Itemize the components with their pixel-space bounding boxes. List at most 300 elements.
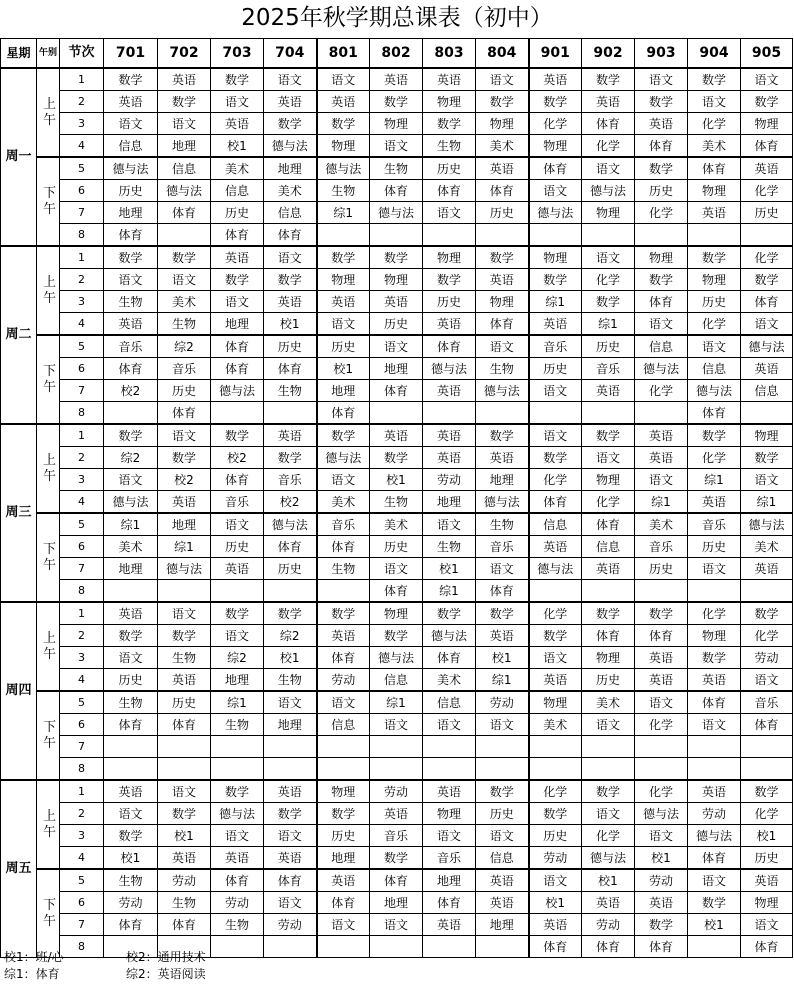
subject-cell: 语文 <box>104 469 158 491</box>
header-class: 802 <box>370 39 423 69</box>
subject-cell: 生物 <box>158 892 211 914</box>
subject-cell: 体育 <box>317 536 370 558</box>
subject-cell: 体育 <box>104 914 158 936</box>
header-class: 803 <box>423 39 476 69</box>
subject-cell <box>423 758 476 781</box>
subject-cell: 语文 <box>370 714 423 736</box>
subject-cell: 综1 <box>211 691 264 714</box>
subject-cell: 音乐 <box>582 358 635 380</box>
subject-cell: 体育 <box>423 892 476 914</box>
subject-cell: 生物 <box>158 313 211 336</box>
subject-cell: 英语 <box>529 536 582 558</box>
subject-cell: 德与法 <box>158 558 211 580</box>
subject-cell: 英语 <box>688 780 741 803</box>
subject-cell: 德与法 <box>741 513 793 536</box>
subject-cell: 体育 <box>104 714 158 736</box>
subject-cell: 物理 <box>423 246 476 269</box>
subject-cell: 劳动 <box>158 869 211 892</box>
subject-cell: 英语 <box>635 424 688 447</box>
table-row <box>1 157 793 180</box>
subject-cell: 物理 <box>688 180 741 202</box>
legend-item: 校1：班/心 <box>4 950 64 964</box>
subject-cell: 英语 <box>211 246 264 269</box>
legend-line-2 <box>4 966 206 982</box>
subject-cell: 历史 <box>370 313 423 336</box>
subject-cell: 生物 <box>211 914 264 936</box>
session-pm-label: 下午 <box>37 869 60 958</box>
subject-cell: 英语 <box>370 68 423 91</box>
subject-cell: 数学 <box>635 269 688 291</box>
subject-cell <box>158 580 211 603</box>
subject-cell: 体育 <box>582 513 635 536</box>
table-row <box>1 936 793 958</box>
subject-cell: 德与法 <box>688 825 741 847</box>
period-number: 8 <box>60 936 104 958</box>
subject-cell: 信息 <box>211 180 264 202</box>
subject-cell: 体育 <box>741 714 793 736</box>
subject-cell: 校1 <box>211 135 264 158</box>
subject-cell: 物理 <box>741 424 793 447</box>
subject-cell: 信息 <box>264 202 317 224</box>
subject-cell: 体育 <box>158 402 211 425</box>
subject-cell <box>423 736 476 758</box>
subject-cell: 英语 <box>211 847 264 870</box>
subject-cell: 物理 <box>529 691 582 714</box>
subject-cell: 校2 <box>211 447 264 469</box>
subject-cell: 英语 <box>476 869 529 892</box>
subject-cell: 语文 <box>688 869 741 892</box>
header-row <box>1 39 793 69</box>
subject-cell: 综1 <box>582 313 635 336</box>
header-class: 801 <box>317 39 370 69</box>
subject-cell: 数学 <box>741 269 793 291</box>
subject-cell: 化学 <box>635 380 688 402</box>
subject-cell: 美术 <box>582 691 635 714</box>
subject-cell: 体育 <box>158 202 211 224</box>
subject-cell: 信息 <box>476 847 529 870</box>
subject-cell: 生物 <box>370 157 423 180</box>
subject-cell: 体育 <box>211 469 264 491</box>
header-period: 节次 <box>60 39 104 69</box>
subject-cell: 综2 <box>104 447 158 469</box>
subject-cell <box>741 402 793 425</box>
subject-cell <box>635 402 688 425</box>
subject-cell: 语文 <box>317 68 370 91</box>
subject-cell: 物理 <box>423 803 476 825</box>
subject-cell <box>264 580 317 603</box>
subject-cell <box>476 224 529 247</box>
subject-cell: 数学 <box>104 825 158 847</box>
subject-cell: 综1 <box>423 580 476 603</box>
subject-cell <box>158 758 211 781</box>
subject-cell: 英语 <box>370 291 423 313</box>
legend-item: 综1：体育 <box>4 967 60 981</box>
subject-cell: 英语 <box>317 869 370 892</box>
subject-cell: 语文 <box>741 669 793 692</box>
subject-cell: 历史 <box>317 825 370 847</box>
table-row <box>1 825 793 847</box>
subject-cell: 生物 <box>423 135 476 158</box>
subject-cell: 地理 <box>264 714 317 736</box>
subject-cell <box>317 736 370 758</box>
subject-cell <box>688 224 741 247</box>
subject-cell: 音乐 <box>317 513 370 536</box>
subject-cell: 语文 <box>741 68 793 91</box>
subject-cell: 英语 <box>635 669 688 692</box>
subject-cell: 历史 <box>104 180 158 202</box>
subject-cell: 校1 <box>370 469 423 491</box>
period-number: 4 <box>60 313 104 336</box>
subject-cell: 德与法 <box>423 625 476 647</box>
subject-cell: 数学 <box>370 246 423 269</box>
period-number: 2 <box>60 625 104 647</box>
subject-cell: 物理 <box>741 892 793 914</box>
subject-cell: 数学 <box>211 68 264 91</box>
table-row <box>1 180 793 202</box>
timetable <box>0 38 793 958</box>
subject-cell: 地理 <box>423 869 476 892</box>
table-row <box>1 447 793 469</box>
subject-cell: 数学 <box>158 625 211 647</box>
subject-cell: 地理 <box>476 914 529 936</box>
table-row <box>1 625 793 647</box>
subject-cell: 生物 <box>158 647 211 669</box>
subject-cell: 语文 <box>582 157 635 180</box>
subject-cell: 德与法 <box>635 803 688 825</box>
subject-cell: 物理 <box>476 113 529 135</box>
period-number: 7 <box>60 202 104 224</box>
subject-cell <box>370 224 423 247</box>
subject-cell: 德与法 <box>104 491 158 514</box>
subject-cell <box>211 402 264 425</box>
subject-cell: 英语 <box>423 313 476 336</box>
subject-cell: 历史 <box>688 291 741 313</box>
subject-cell: 德与法 <box>635 358 688 380</box>
subject-cell: 历史 <box>264 558 317 580</box>
subject-cell: 体育 <box>423 647 476 669</box>
table-row <box>1 68 793 91</box>
subject-cell: 物理 <box>741 113 793 135</box>
subject-cell: 历史 <box>635 558 688 580</box>
subject-cell: 英语 <box>423 380 476 402</box>
subject-cell: 劳动 <box>317 669 370 692</box>
subject-cell <box>688 936 741 958</box>
subject-cell: 德与法 <box>317 447 370 469</box>
subject-cell <box>423 936 476 958</box>
subject-cell: 语文 <box>688 335 741 358</box>
session-am-label: 上午 <box>37 424 60 513</box>
subject-cell: 物理 <box>317 269 370 291</box>
subject-cell: 生物 <box>264 669 317 692</box>
subject-cell: 体育 <box>158 714 211 736</box>
subject-cell: 信息 <box>158 157 211 180</box>
table-row <box>1 358 793 380</box>
subject-cell: 物理 <box>370 602 423 625</box>
subject-cell: 体育 <box>635 936 688 958</box>
subject-cell: 数学 <box>317 424 370 447</box>
subject-cell: 数学 <box>317 113 370 135</box>
subject-cell: 德与法 <box>582 180 635 202</box>
subject-cell: 历史 <box>158 691 211 714</box>
table-row <box>1 135 793 158</box>
subject-cell: 语文 <box>158 269 211 291</box>
subject-cell: 音乐 <box>211 491 264 514</box>
subject-cell: 德与法 <box>423 358 476 380</box>
subject-cell: 语文 <box>423 202 476 224</box>
subject-cell: 英语 <box>317 291 370 313</box>
subject-cell: 语文 <box>635 68 688 91</box>
session-pm-label: 下午 <box>37 691 60 780</box>
period-number: 2 <box>60 91 104 113</box>
subject-cell: 综1 <box>635 491 688 514</box>
subject-cell: 数学 <box>317 246 370 269</box>
session-am-label: 上午 <box>37 246 60 335</box>
period-number: 8 <box>60 580 104 603</box>
subject-cell: 地理 <box>476 469 529 491</box>
subject-cell: 历史 <box>211 202 264 224</box>
subject-cell <box>635 580 688 603</box>
subject-cell: 英语 <box>635 113 688 135</box>
subject-cell: 校2 <box>104 380 158 402</box>
period-number: 7 <box>60 914 104 936</box>
period-number: 7 <box>60 558 104 580</box>
subject-cell <box>582 580 635 603</box>
subject-cell: 语文 <box>423 513 476 536</box>
period-number: 6 <box>60 536 104 558</box>
subject-cell <box>529 224 582 247</box>
header-class: 904 <box>688 39 741 69</box>
subject-cell: 体育 <box>317 647 370 669</box>
subject-cell: 数学 <box>317 602 370 625</box>
subject-cell: 综1 <box>104 513 158 536</box>
header-class: 701 <box>104 39 158 69</box>
subject-cell <box>370 936 423 958</box>
subject-cell: 德与法 <box>370 202 423 224</box>
subject-cell: 信息 <box>688 358 741 380</box>
subject-cell <box>582 402 635 425</box>
table-row <box>1 558 793 580</box>
subject-cell: 数学 <box>211 602 264 625</box>
subject-cell <box>104 580 158 603</box>
table-row <box>1 914 793 936</box>
subject-cell: 美术 <box>741 536 793 558</box>
subject-cell: 语文 <box>317 691 370 714</box>
period-number: 5 <box>60 869 104 892</box>
subject-cell: 美术 <box>688 135 741 158</box>
table-row <box>1 246 793 269</box>
subject-cell: 数学 <box>317 803 370 825</box>
table-row <box>1 869 793 892</box>
subject-cell: 地理 <box>158 135 211 158</box>
subject-cell: 美术 <box>317 491 370 514</box>
subject-cell: 体育 <box>264 869 317 892</box>
period-number: 1 <box>60 68 104 91</box>
subject-cell: 数学 <box>423 113 476 135</box>
subject-cell: 历史 <box>264 335 317 358</box>
subject-cell: 德与法 <box>211 803 264 825</box>
period-number: 7 <box>60 736 104 758</box>
subject-cell: 语文 <box>476 558 529 580</box>
subject-cell: 数学 <box>158 91 211 113</box>
period-number: 1 <box>60 602 104 625</box>
subject-cell: 综1 <box>317 202 370 224</box>
subject-cell: 数学 <box>529 269 582 291</box>
subject-cell: 物理 <box>370 113 423 135</box>
subject-cell <box>529 758 582 781</box>
session-pm-label: 下午 <box>37 513 60 602</box>
subject-cell <box>370 758 423 781</box>
subject-cell: 语文 <box>529 380 582 402</box>
subject-cell: 数学 <box>476 246 529 269</box>
period-number: 5 <box>60 513 104 536</box>
subject-cell: 地理 <box>317 380 370 402</box>
subject-cell: 劳动 <box>582 914 635 936</box>
session-am-label: 上午 <box>37 602 60 691</box>
table-row <box>1 91 793 113</box>
subject-cell: 语文 <box>317 469 370 491</box>
subject-cell <box>211 758 264 781</box>
subject-cell <box>476 736 529 758</box>
subject-cell: 化学 <box>688 113 741 135</box>
subject-cell <box>635 224 688 247</box>
subject-cell: 化学 <box>582 135 635 158</box>
subject-cell: 语文 <box>264 68 317 91</box>
subject-cell: 英语 <box>211 113 264 135</box>
subject-cell: 数学 <box>741 91 793 113</box>
subject-cell: 语文 <box>476 825 529 847</box>
subject-cell: 体育 <box>741 291 793 313</box>
subject-cell: 数学 <box>211 780 264 803</box>
subject-cell: 生物 <box>476 358 529 380</box>
subject-cell: 数学 <box>211 269 264 291</box>
subject-cell: 物理 <box>582 647 635 669</box>
subject-cell: 体育 <box>529 157 582 180</box>
period-number: 4 <box>60 669 104 692</box>
subject-cell: 德与法 <box>582 847 635 870</box>
subject-cell <box>211 936 264 958</box>
subject-cell <box>635 736 688 758</box>
subject-cell: 英语 <box>423 780 476 803</box>
subject-cell: 体育 <box>370 180 423 202</box>
subject-cell: 化学 <box>635 714 688 736</box>
subject-cell: 德与法 <box>104 157 158 180</box>
subject-cell <box>104 736 158 758</box>
subject-cell: 数学 <box>264 803 317 825</box>
subject-cell: 生物 <box>317 558 370 580</box>
subject-cell: 英语 <box>264 91 317 113</box>
subject-cell: 物理 <box>370 269 423 291</box>
subject-cell: 数学 <box>370 447 423 469</box>
subject-cell: 语文 <box>158 424 211 447</box>
subject-cell: 语文 <box>529 424 582 447</box>
subject-cell: 历史 <box>317 335 370 358</box>
subject-cell: 英语 <box>529 914 582 936</box>
subject-cell: 地理 <box>370 358 423 380</box>
subject-cell <box>264 758 317 781</box>
subject-cell: 化学 <box>582 491 635 514</box>
subject-cell: 数学 <box>688 647 741 669</box>
subject-cell: 综2 <box>264 625 317 647</box>
subject-cell <box>317 224 370 247</box>
subject-cell <box>317 580 370 603</box>
subject-cell: 数学 <box>158 447 211 469</box>
subject-cell: 化学 <box>635 202 688 224</box>
subject-cell: 体育 <box>582 625 635 647</box>
subject-cell: 物理 <box>582 469 635 491</box>
subject-cell: 数学 <box>635 914 688 936</box>
day-label: 周一 <box>1 68 37 246</box>
subject-cell: 校1 <box>423 558 476 580</box>
subject-cell: 体育 <box>582 113 635 135</box>
table-row <box>1 380 793 402</box>
subject-cell: 英语 <box>423 914 476 936</box>
subject-cell: 音乐 <box>370 825 423 847</box>
subject-cell <box>741 224 793 247</box>
subject-cell: 劳动 <box>211 892 264 914</box>
subject-cell: 历史 <box>529 825 582 847</box>
subject-cell: 历史 <box>423 157 476 180</box>
subject-cell: 数学 <box>158 246 211 269</box>
subject-cell: 音乐 <box>158 358 211 380</box>
session-am-label: 上午 <box>37 68 60 157</box>
legend-item: 综2：英语阅读 <box>126 967 206 981</box>
subject-cell: 音乐 <box>635 536 688 558</box>
subject-cell <box>264 736 317 758</box>
table-row <box>1 202 793 224</box>
subject-cell: 德与法 <box>158 180 211 202</box>
subject-cell: 数学 <box>423 602 476 625</box>
subject-cell: 数学 <box>741 602 793 625</box>
subject-cell: 生物 <box>264 380 317 402</box>
table-row <box>1 803 793 825</box>
header-class: 703 <box>211 39 264 69</box>
subject-cell <box>317 758 370 781</box>
subject-cell: 地理 <box>211 313 264 336</box>
subject-cell: 校1 <box>264 313 317 336</box>
subject-cell: 英语 <box>104 780 158 803</box>
subject-cell <box>317 936 370 958</box>
subject-cell: 德与法 <box>476 491 529 514</box>
subject-cell: 美术 <box>104 536 158 558</box>
subject-cell: 德与法 <box>317 157 370 180</box>
subject-cell: 地理 <box>370 892 423 914</box>
subject-cell <box>741 736 793 758</box>
period-number: 2 <box>60 447 104 469</box>
subject-cell: 语文 <box>104 113 158 135</box>
subject-cell: 数学 <box>741 447 793 469</box>
subject-cell: 综1 <box>476 669 529 692</box>
legend-item: 校2：通用技术 <box>126 950 206 964</box>
subject-cell: 校1 <box>529 892 582 914</box>
subject-cell: 化学 <box>741 180 793 202</box>
subject-cell: 体育 <box>529 936 582 958</box>
subject-cell: 校1 <box>635 847 688 870</box>
subject-cell: 数学 <box>264 602 317 625</box>
subject-cell: 语文 <box>582 714 635 736</box>
table-row <box>1 892 793 914</box>
subject-cell: 历史 <box>476 803 529 825</box>
subject-cell <box>741 758 793 781</box>
header-class: 704 <box>264 39 317 69</box>
subject-cell: 历史 <box>635 180 688 202</box>
subject-cell: 物理 <box>476 291 529 313</box>
subject-cell: 美术 <box>529 714 582 736</box>
subject-cell: 历史 <box>423 291 476 313</box>
subject-cell: 英语 <box>370 803 423 825</box>
subject-cell: 语文 <box>264 691 317 714</box>
subject-cell: 英语 <box>476 447 529 469</box>
subject-cell <box>582 758 635 781</box>
